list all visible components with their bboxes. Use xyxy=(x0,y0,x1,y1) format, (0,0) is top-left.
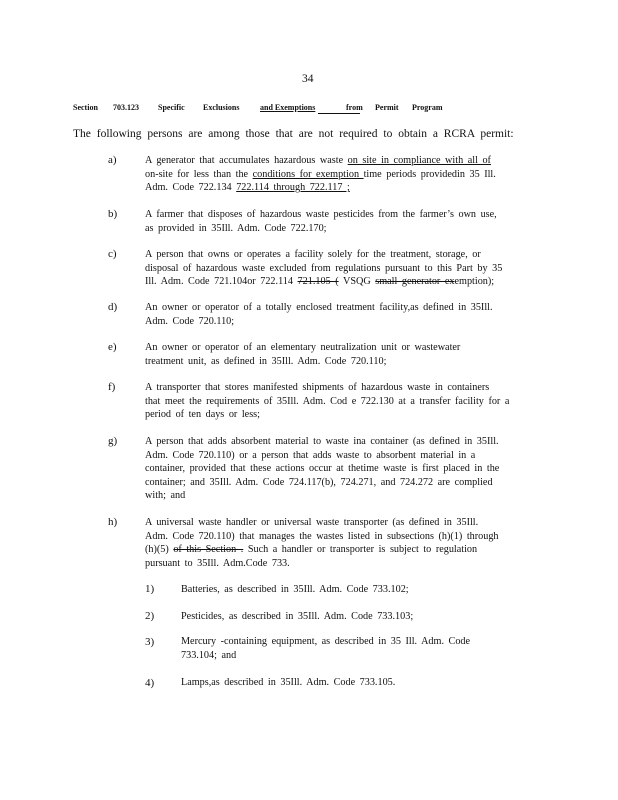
heading-word-permit: Permit xyxy=(375,103,399,112)
heading-word-from: from xyxy=(346,103,363,112)
item-e-marker: e) xyxy=(108,341,117,353)
subitem-3-text: Mercury -containing equipment, as described in 35 Ill. Adm. Code xyxy=(181,636,471,647)
item-b-marker: b) xyxy=(108,208,118,220)
item-a-text: A generator that accumulates hazardous waste on site in compliance with all of on-site for less than the conditions for exemption time periods providedin 35 Ill. Adm. Code 722.134 722.114 through 722.117 ; xyxy=(145,155,496,193)
heading-word-exemptions: and Exemptions xyxy=(260,103,316,112)
heading-section-label: Section xyxy=(73,103,98,112)
subitem-3-text-cont: 733.104; and xyxy=(181,650,237,661)
item-c-text: A person that owns or operates a facility solely for the treatment, storage, or disposal of hazardous waste excluded from regulations pursuant to this Part by 35 Ill. Adm. Code 721.104or 722.114 721.105 ( VSQG small generator exemption); xyxy=(145,249,503,287)
subitem-3-marker: 3) xyxy=(145,636,155,648)
item-g-marker: g) xyxy=(108,435,118,447)
intro-paragraph: The following persons are among those that are not required to obtain a RCRA permit: xyxy=(73,128,514,140)
item-d-text: An owner or operator of a totally enclosed treatment facility,as defined in 35Ill. Adm. Code 720.110; xyxy=(145,302,493,327)
subitem-2-marker: 2) xyxy=(145,610,155,622)
subitem-2-text: Pesticides, as described in 35Ill. Adm. Code 733.103; xyxy=(181,611,414,622)
heading-word-specific: Specific xyxy=(158,103,185,112)
item-d-marker: d) xyxy=(108,301,118,313)
item-h-marker: h) xyxy=(108,516,118,528)
item-f-marker: f) xyxy=(108,381,116,393)
item-h-text: A universal waste handler or universal waste transporter (as defined in 35Ill. Adm. Code 720.110) that manages the wastes listed in subsections (h)(1) through (h)(5) of this Section . Such a handler or transporter is subject to regulation pursuant to 35Ill. Adm.Code 733. xyxy=(145,517,499,569)
item-c-marker: c) xyxy=(108,248,117,260)
subitem-4-text: Lamps,as described in 35Ill. Adm. Code 733.105. xyxy=(181,677,396,688)
heading-section-number: 703.123 xyxy=(113,103,139,112)
item-b-text: A farmer that disposes of hazardous waste pesticides from the farmer’s own use, as provided in 35Ill. Adm. Code 722.170; xyxy=(145,209,497,234)
page-number: 34 xyxy=(302,73,314,85)
subitem-1-marker: 1) xyxy=(145,583,155,595)
item-a-marker: a) xyxy=(108,154,117,166)
heading-word-exclusions: Exclusions xyxy=(203,103,240,112)
subitem-4-marker: 4) xyxy=(145,677,155,689)
item-e-text: An owner or operator of an elementary neutralization unit or wastewater treatment unit, as defined in 35Ill. Adm. Code 720.110; xyxy=(145,342,461,367)
heading-word-program: Program xyxy=(412,103,443,112)
item-f-text: A transporter that stores manifested shipments of hazardous waste in containers that meet the requirements of 35Ill. Adm. Cod e 722.130 at a transfer facility for a period of ten days or less; xyxy=(145,382,510,420)
subitem-1-text: Batteries, as described in 35Ill. Adm. Code 733.102; xyxy=(181,584,409,595)
item-g-text: A person that adds absorbent material to waste ina container (as defined in 35Ill. Adm. Code 720.110) or a person that adds waste to absorbent material in a container, provided that these actions occur at thetime waste is first placed in the container; and 35Ill. Adm. Code 724.117(b), 724.271, and 724.272 are complied with; and xyxy=(145,436,500,501)
